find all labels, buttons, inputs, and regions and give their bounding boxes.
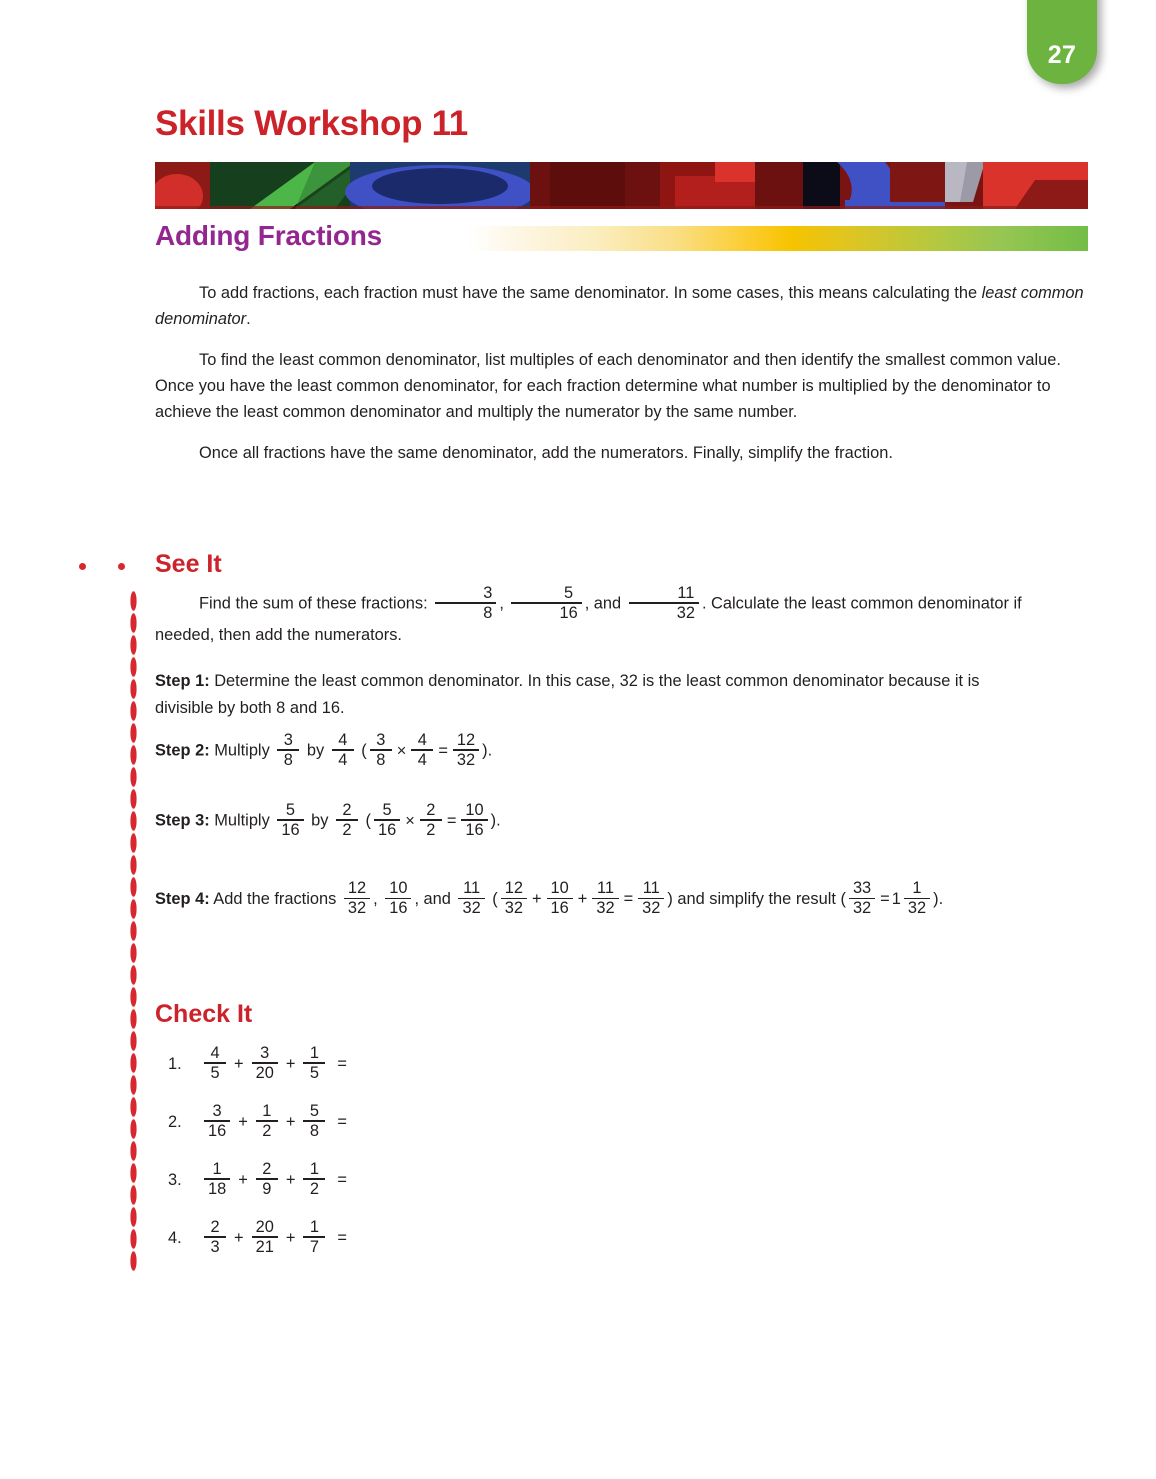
denominator: 8 bbox=[309, 1121, 319, 1140]
numerator: 4 bbox=[210, 1043, 220, 1062]
fraction-11-32: $\frac{11}{32}$ bbox=[629, 585, 699, 621]
denominator: 18 bbox=[208, 1179, 227, 1198]
step-2: Step 2: Multiply $\frac{3}{8}$ by $\frac{4}{4}$ ( $\frac{3}{8}$ × $\frac{4}{4}$ = $\frac{12}{32}$ ). bbox=[155, 731, 493, 769]
numerator: 1 bbox=[309, 1217, 319, 1236]
step-2-label: Step 2: bbox=[155, 741, 210, 760]
plus-operator: + bbox=[234, 1228, 244, 1247]
plus-operator: + bbox=[238, 1112, 248, 1131]
intro-paragraph-1 bbox=[155, 280, 1085, 332]
denominator: 5 bbox=[309, 1063, 319, 1082]
prompt-sep-1: , bbox=[499, 594, 509, 613]
prompt-lead-text: Find the sum of these fractions: bbox=[199, 594, 433, 613]
denominator: 20 bbox=[255, 1063, 274, 1082]
plus-operator: + bbox=[285, 1170, 296, 1189]
fraction-3-8: $\frac{3}{8}$ bbox=[435, 585, 496, 621]
check-it-problem-list bbox=[168, 1035, 347, 1267]
prompt-tail-text: . Calculate the least common denominator if needed, then add the numerators. bbox=[155, 594, 1022, 645]
fraction-1-32: $\frac{1}{32}$ bbox=[904, 880, 930, 916]
multiply-operator: × bbox=[405, 811, 415, 830]
problem-row bbox=[168, 1093, 347, 1151]
denominator: 7 bbox=[309, 1237, 319, 1256]
page-number: 27 bbox=[1047, 41, 1077, 69]
rail-dot bbox=[79, 563, 86, 570]
fraction-20-21 bbox=[252, 1219, 278, 1255]
whole-number-1: 1 bbox=[891, 890, 901, 908]
fraction-12-32: $\frac{12}{32}$ bbox=[501, 880, 527, 916]
fraction-2-9 bbox=[256, 1161, 278, 1197]
fraction-3-8: $\frac{3}{8}$ bbox=[370, 732, 392, 768]
multiply-operator: × bbox=[396, 741, 407, 760]
plus-operator: + bbox=[285, 1228, 296, 1247]
prompt-sep-2: , and bbox=[584, 594, 626, 613]
fraction-5-16: $\frac{5}{16}$ bbox=[277, 802, 303, 838]
fraction-5-16: $\frac{5}{16}$ bbox=[511, 585, 581, 621]
fraction-10-16: $\frac{10}{16}$ bbox=[385, 880, 411, 916]
fraction-1-2 bbox=[256, 1103, 278, 1139]
page-title: Skills Workshop 11 bbox=[155, 104, 468, 143]
fraction-1-18 bbox=[204, 1161, 230, 1197]
equals-operator: = bbox=[337, 1112, 347, 1131]
fraction-33-32: $\frac{33}{32}$ bbox=[849, 880, 875, 916]
problem-index: 1. bbox=[168, 1054, 182, 1073]
denominator: 5 bbox=[210, 1063, 220, 1082]
equals-operator: = bbox=[880, 890, 890, 908]
denominator: 3 bbox=[210, 1237, 220, 1256]
dotted-rail bbox=[130, 590, 137, 1272]
numerator: 1 bbox=[309, 1159, 319, 1178]
denominator: 9 bbox=[262, 1179, 272, 1198]
plus-operator: + bbox=[238, 1170, 248, 1189]
fraction-11-32: $\frac{11}{32}$ bbox=[458, 880, 484, 916]
problem-index: 4. bbox=[168, 1228, 182, 1247]
page-number-tab bbox=[1027, 0, 1097, 84]
fraction-2-2: $\frac{2}{2}$ bbox=[336, 802, 358, 838]
fraction-1-2 bbox=[303, 1161, 325, 1197]
intro-p1-a: To add fractions, each fraction must have the same denominator. In some cases, this means calculating the bbox=[199, 284, 982, 302]
numerator: 2 bbox=[210, 1217, 220, 1236]
equals-operator: = bbox=[337, 1228, 347, 1247]
step-1 bbox=[155, 668, 1035, 722]
numerator: 1 bbox=[262, 1101, 272, 1120]
equals-operator: = bbox=[337, 1170, 347, 1189]
step-4-label: Step 4: bbox=[155, 890, 210, 908]
fraction-3-8: $\frac{3}{8}$ bbox=[277, 732, 299, 768]
gradient-rule bbox=[468, 226, 1088, 251]
numerator: 3 bbox=[212, 1101, 222, 1120]
step-3-label: Step 3: bbox=[155, 811, 210, 830]
decorative-banner-image bbox=[155, 162, 1088, 209]
denominator: 21 bbox=[255, 1237, 274, 1256]
problem-index: 2. bbox=[168, 1112, 182, 1131]
denominator: 2 bbox=[262, 1121, 272, 1140]
fraction-4-4: $\frac{4}{4}$ bbox=[411, 732, 433, 768]
equals-operator: = bbox=[623, 890, 634, 908]
equals-operator: = bbox=[446, 811, 457, 830]
fraction-4-4: $\frac{4}{4}$ bbox=[332, 732, 354, 768]
fraction-3-16 bbox=[204, 1103, 230, 1139]
numerator: 20 bbox=[255, 1217, 274, 1236]
fraction-10-16: $\frac{10}{16}$ bbox=[547, 880, 573, 916]
fraction-3-20 bbox=[252, 1045, 278, 1081]
fraction-5-8 bbox=[303, 1103, 325, 1139]
denominator: 16 bbox=[208, 1121, 227, 1140]
fraction-2-3 bbox=[204, 1219, 226, 1255]
fraction-2-2: $\frac{2}{2}$ bbox=[420, 802, 442, 838]
fraction-1-7 bbox=[303, 1219, 325, 1255]
plus-operator: + bbox=[234, 1054, 244, 1073]
fraction-5-16: $\frac{5}{16}$ bbox=[374, 802, 400, 838]
plus-operator: + bbox=[285, 1112, 296, 1131]
equals-operator: = bbox=[438, 741, 448, 760]
equals-operator: = bbox=[337, 1054, 347, 1073]
intro-text bbox=[155, 280, 1085, 466]
step-1-label: Step 1: bbox=[155, 672, 210, 690]
see-it-prompt bbox=[155, 586, 1035, 649]
section-title: Adding Fractions bbox=[155, 220, 383, 251]
problem-index: 3. bbox=[168, 1170, 182, 1189]
plus-operator: + bbox=[531, 890, 542, 908]
plus-operator: + bbox=[285, 1054, 296, 1073]
denominator: 2 bbox=[309, 1179, 319, 1198]
fraction-4-5 bbox=[204, 1045, 226, 1081]
numerator: 1 bbox=[212, 1159, 222, 1178]
problem-row bbox=[168, 1151, 347, 1209]
numerator: 1 bbox=[309, 1043, 319, 1062]
intro-p1-b: . bbox=[246, 310, 251, 328]
numerator: 3 bbox=[260, 1043, 270, 1062]
fraction-10-16: $\frac{10}{16}$ bbox=[461, 802, 487, 838]
fraction-1-5 bbox=[303, 1045, 325, 1081]
numerator: 5 bbox=[309, 1101, 319, 1120]
numerator: 2 bbox=[262, 1159, 272, 1178]
step-1-text: Determine the least common denominator. In this case, 32 is the least common denominator because it is divisible by both 8 and 16. bbox=[155, 672, 980, 717]
step-3: Step 3: Multiply $\frac{5}{16}$ by $\frac{2}{2}$ ( $\frac{5}{16}$ × $\frac{2}{2}$ = $\frac{10}{16}$ ). bbox=[155, 801, 501, 839]
fraction-11-32: $\frac{11}{32}$ bbox=[638, 880, 664, 916]
check-it-heading: Check It bbox=[155, 1000, 253, 1028]
plus-operator: + bbox=[577, 890, 588, 908]
rail-dot bbox=[118, 563, 125, 570]
fraction-11-32: $\frac{11}{32}$ bbox=[592, 880, 618, 916]
see-it-heading: See It bbox=[155, 550, 222, 578]
intro-p1-italic: least common denominator bbox=[155, 284, 1084, 328]
fraction-12-32: $\frac{12}{32}$ bbox=[344, 880, 370, 916]
fraction-12-32: $\frac{12}{32}$ bbox=[453, 732, 479, 768]
step-4: Step 4: Add the fractions $\frac{12}{32}$ , $\frac{10}{16}$ , and $\frac{11}{32}$ ( $\frac{12}{32}$ + $\frac{10}{16}$ + $\frac{11}{32}$ = $\frac{11}{32}$ ) and simplify the result ( $\frac{33}{32}$ = 1 $\frac{1}{32}$ ). bbox=[155, 879, 944, 918]
problem-row bbox=[168, 1035, 347, 1093]
problem-row bbox=[168, 1209, 347, 1267]
intro-paragraph-2: To find the least common denominator, list multiples of each denominator and then identify the smallest common value. Once you have the least common denominator, for each fraction determine what number is multiplied by the denominator to achieve the least common denominator and multiply the numerator by the same number. bbox=[155, 351, 1061, 421]
intro-paragraph-3: Once all fractions have the same denominator, add the numerators. Finally, simplify the fraction. bbox=[199, 444, 893, 462]
